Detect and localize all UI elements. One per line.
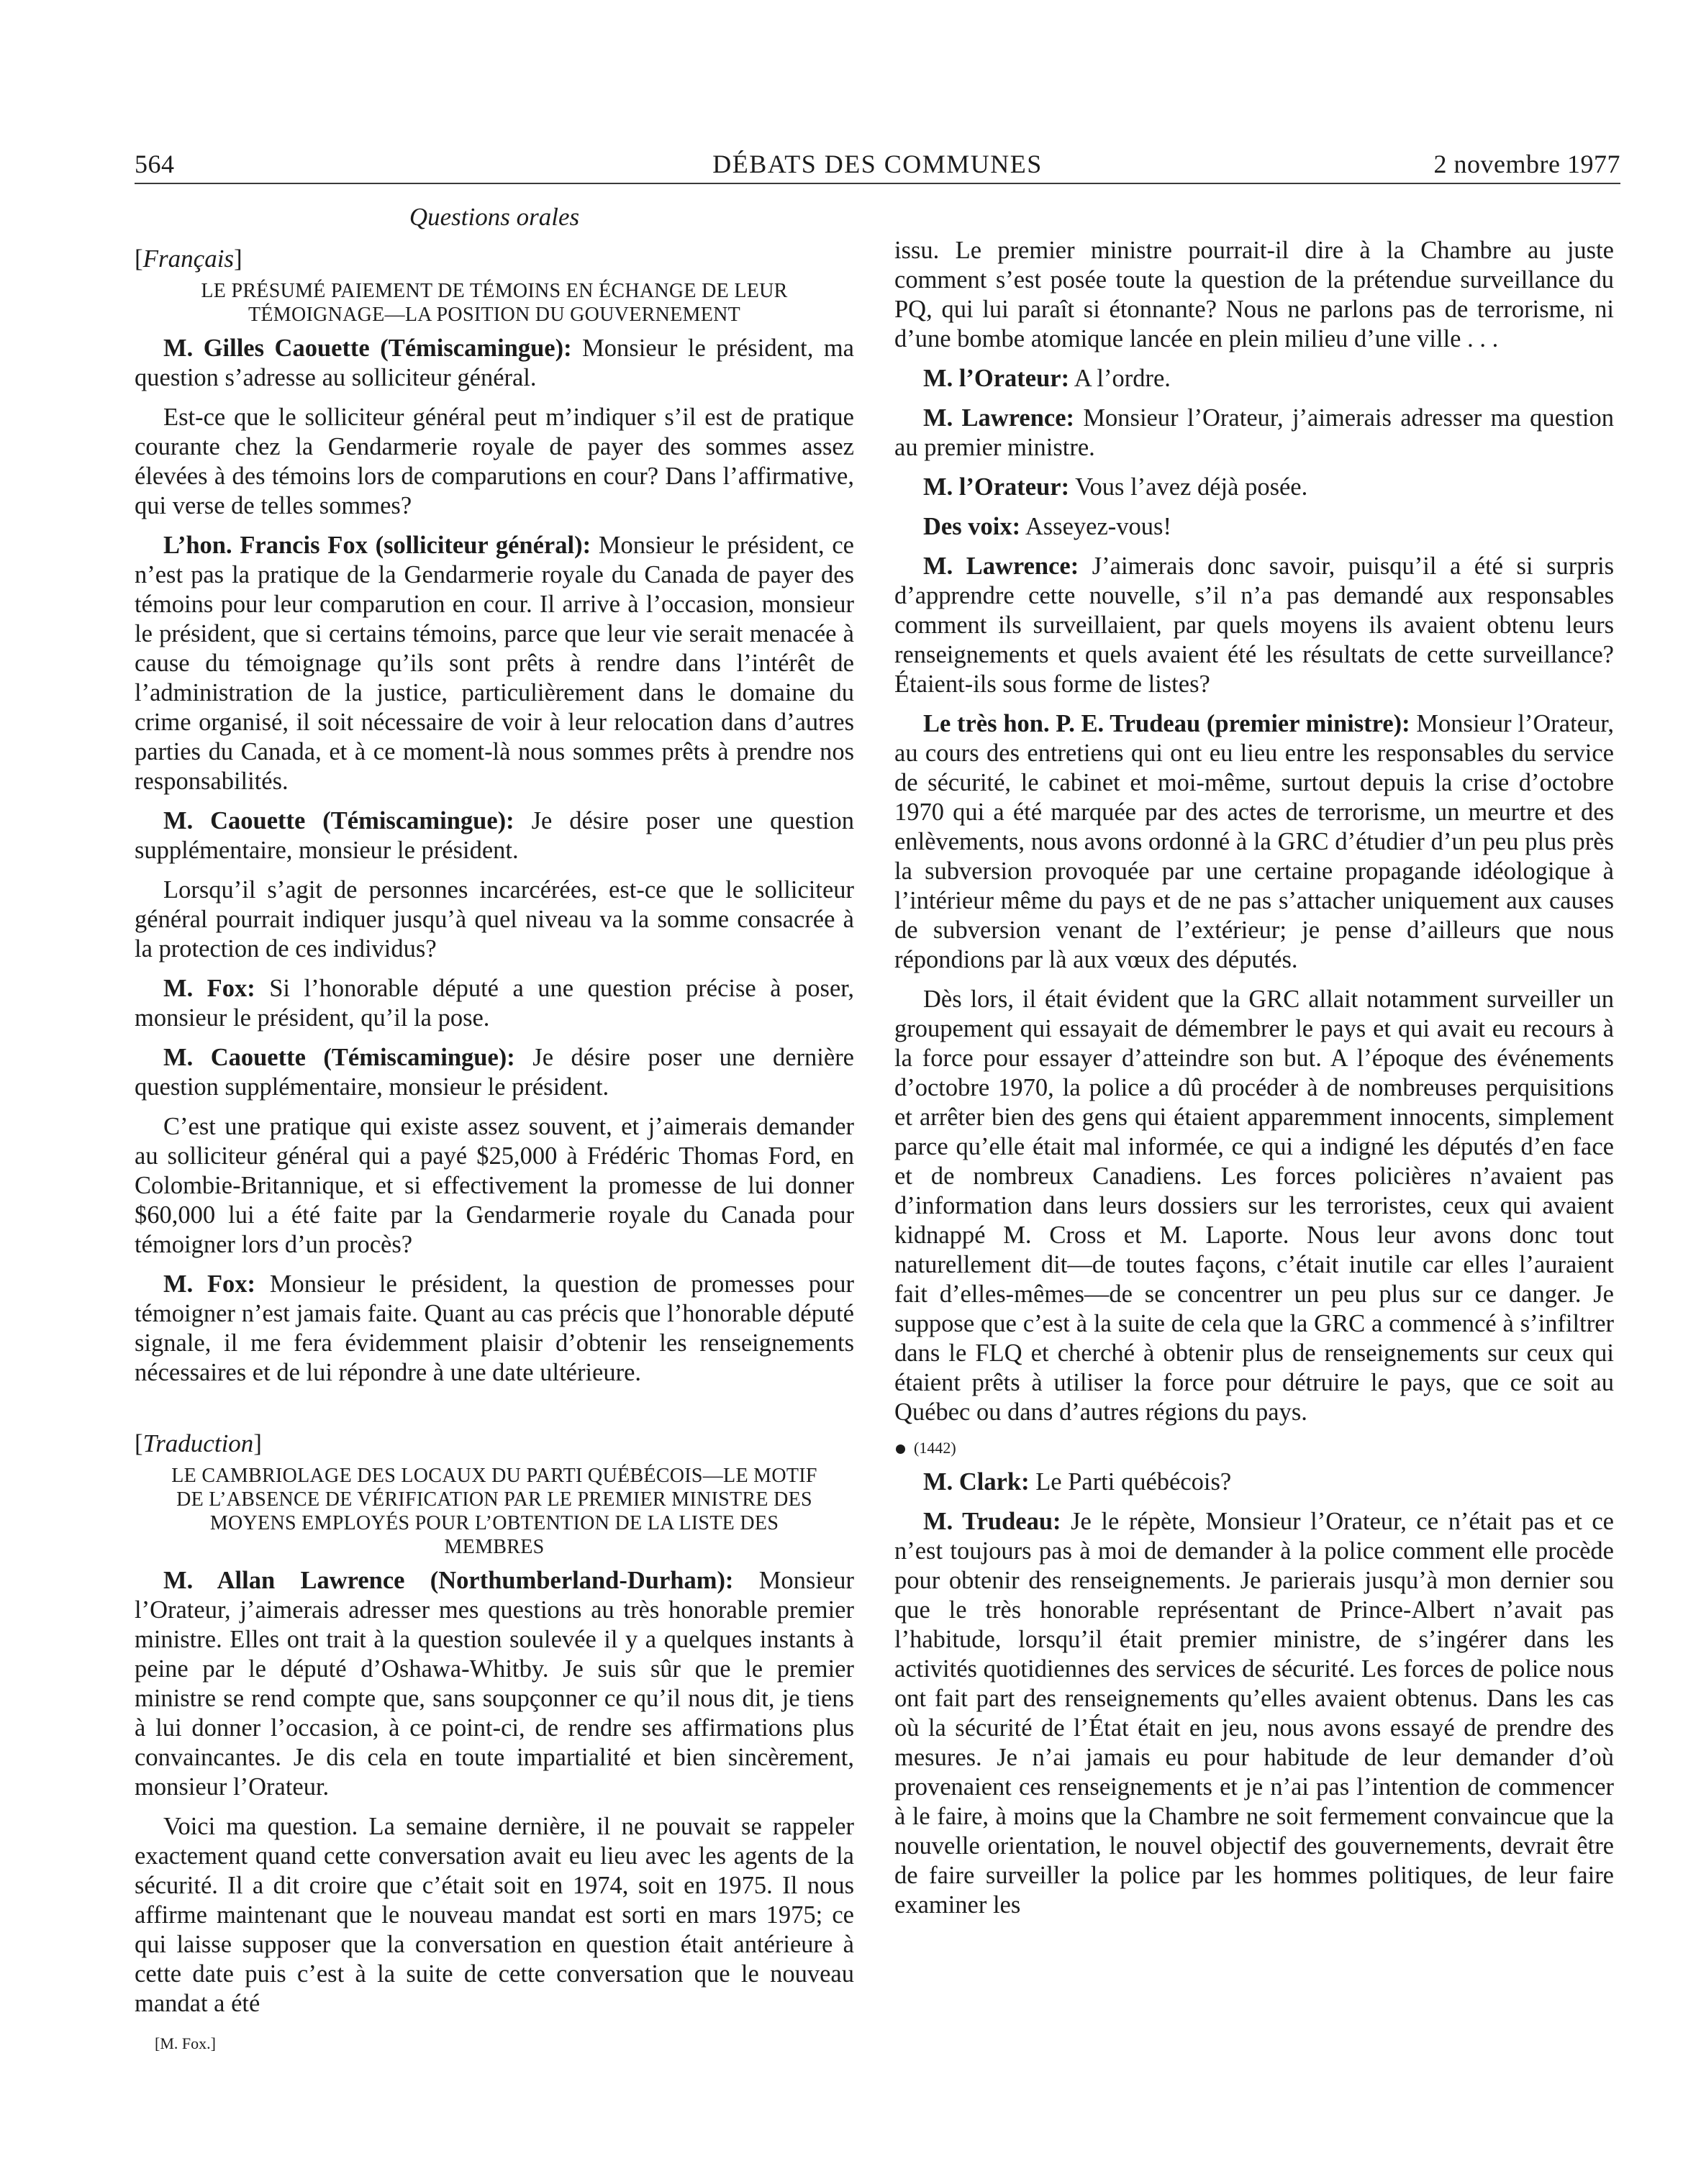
language-tag: [Français] [135,245,242,273]
paragraph [135,806,854,865]
paragraph [135,1043,854,1102]
speech-text: Asseyez-vous! [1020,513,1171,540]
paragraph [894,552,1614,699]
speech-text: Le Parti québécois? [1029,1468,1232,1496]
speaker: Le très hon. P. E. Trudeau (premier ministre): [923,710,1410,737]
bullet-dot-icon [896,1444,905,1454]
speech-text: Je le répète, Monsieur l’Orateur, ce n’était pas et ce n’est toujours pas à moi de demander à la police comment elle procède pour obtenir des renseignements. Je parierais jusqu’à mon dernier sou que le très honorable représentant de Prince-Albert n’avait pas l’habitude, lorsqu’il était premier ministre, de s’ingérer dans les activités quotidiennes des services de sécurité. Les forces de police nous ont fait part des renseignements qu’elles avaient obtenus. Dans les cas où la sécurité de l’État était en jeu, nous avons essayé de prendre des mesures. Je n’ai jamais eu pour habitude de leur demander d’où provenaient ces renseignements et je n’ai pas l’intention de commencer à le faire, à moins que la Chambre ne soit fermement convaincue que la nouvelle orientation, le nouvel objectif des gouvernements, devrait être de faire surveiller la police par les hommes politiques, de leur faire examiner les [894,1508,1614,1919]
paragraph [894,709,1614,975]
speaker: M. Gilles Caouette (Témiscamingue): [163,335,572,362]
publication-title: DÉBATS DES COMMUNES [712,150,1043,178]
topic-heading: LE CAMBRIOLAGE DES LOCAUX DU PARTI QUÉBÉCOIS—LE MOTIF DE L’ABSENCE DE VÉRIFICATION PAR LE PREMIER MINISTRE DES MOYENS EMPLOYÉS POUR L’OBTENTION DE LA LISTE DES MEMBRES [171,1465,817,1558]
speech-text: Si l’honorable député a une question précise à poser, monsieur le président, qu’il la pose. [135,975,854,1032]
left-column [135,201,854,2055]
speaker: Des voix: [923,513,1021,540]
paragraph: issu. Le premier ministre pourrait-il dire à la Chambre au juste comment s’est posée toute la question de la prétendue surveillance du PQ, qui lui paraît si étonnante? Nous ne parlons pas de terrorisme, ni d’une bombe atomique lancée en plein milieu d’une ville . . . [894,237,1614,352]
speaker: M. l’Orateur: [923,365,1070,392]
language-tag: [Traduction] [135,1429,262,1457]
paragraph [135,334,854,393]
language-tag-text: Français [142,245,235,273]
paragraph [894,512,1614,542]
page-header [135,146,1620,182]
topic-heading: LE PRÉSUMÉ PAIEMENT DE TÉMOINS EN ÉCHANGE DE LEUR TÉMOIGNAGE—LA POSITION DU GOUVERNEMENT [201,280,788,326]
speech-text: A l’ordre. [1069,365,1171,392]
time-marker [894,1437,1614,1459]
speech-text: Je désire poser une dernière question supplémentaire, monsieur le président. [135,1044,854,1101]
speaker: M. Allan Lawrence (Northumberland-Durham): [163,1567,734,1594]
paragraph [894,1468,1614,1497]
paragraph [135,1566,854,1802]
speaker: L’hon. Francis Fox (solliciteur général): [163,532,591,559]
paragraph: Dès lors, il était évident que la GRC allait notamment surveiller un groupement qui essayait de démembrer le pays et qui avait eu recours à la force pour essayer d’atteindre son but. A l’époque des événements d’octobre 1970, la police a dû procéder à de nombreuses perquisitions et arrêter bien des gens qui étaient apparemment innocents, simplement parce qu’elle était mal informée, ce qui a indigné les députés d’en face et de nombreux Canadiens. Les forces policières n’avaient pas d’information dans leurs dossiers sur les terroristes, ceux qui avaient kidnappé M. Cross et M. Laporte. Nous leur avons donc tout naturellement dit—de toutes façons, c’était inutile car elles l’auraient fait d’elles-mêmes—de se concentrer un peu plus sur ce danger. Je suppose que c’est à la suite de cela que la GRC a commencé à s’infiltrer dans le FLQ et cherché à obtenir plus de renseignements sur ceux qui étaient prêts à utiliser la force pour détruire le pays, que ce soit au Québec ou dans d’autres régions du pays. [894,986,1614,1426]
speech-text: Monsieur l’Orateur, j’aimerais adresser mes questions au très honorable premier ministre. Elles ont trait à la question soulevée il y a quelques instants à peine par le député d’Oshawa-Whitby. Je suis sûr que le premier ministre se rend compte que, sans soupçonner ce qu’il nous dit, je tiens à lui donner l’occasion, à ce point-ci, de rendre ses affirmations plus convaincantes. Je dis cela en toute impartialité et bien sincèrement, monsieur l’Orateur. [135,1567,854,1801]
speech-text: Monsieur l’Orateur, j’aimerais adresser ma question au premier ministre. [894,404,1614,461]
paragraph: Est-ce que le solliciteur général peut m’indiquer s’il est de pratique courante chez la Gendarmerie royale de payer des sommes assez élevées à des témoins lors de comparutions en cour? Dans l’affirmative, qui verse de telles sommes? [135,404,854,519]
paragraph [894,1507,1614,1920]
time-marker-text: (1442) [914,1439,956,1457]
speaker: M. Lawrence: [923,552,1079,580]
paragraph [135,531,854,796]
paragraph [894,364,1614,393]
paragraph: Voici ma question. La semaine dernière, il ne pouvait se rappeler exactement quand cette conversation avait eu lieu avec les agents de la sécurité. Il a dit croire que c’était soit en 1974, soit en 1975. Il nous affirme maintenant que le nouveau mandat est sorti en mars 1975; ce qui laisse supposer que la conversation en question était antérieure à cette date puis c’est à la suite de cette conversation que le nouveau mandat a été [135,1813,854,2017]
section-title: Questions orales [409,203,580,231]
speaker: M. Trudeau: [923,1508,1061,1535]
speech-text: Je désire poser une question supplémentaire, monsieur le président. [135,807,854,864]
speaker: M. Fox: [163,1270,256,1298]
speaker: M. l’Orateur: [923,473,1070,501]
paragraph [135,974,854,1033]
page-number: 564 [135,150,175,178]
speech-text: Monsieur le président, ma question s’adresse au solliciteur général. [135,335,854,391]
speaker: M. Lawrence: [923,404,1075,432]
language-tag-text: Traduction [142,1429,254,1457]
header-rule [135,183,1620,184]
speech-text: J’aimerais donc savoir, puisqu’il a été si surpris d’apprendre cette nouvelle, s’il n’a pas demandé aux responsables comment ils surveillaient, par quels moyens ils avaient obtenu leurs renseignements et quels avaient été les résultats de cette surveillance? Étaient-ils sous forme de listes? [894,552,1614,698]
paragraph [135,1270,854,1388]
speech-text: Vous l’avez déjà posée. [1069,473,1308,501]
right-column [894,236,1614,1930]
speaker: M. Caouette (Témiscamingue): [163,807,514,834]
issue-date: 2 novembre 1977 [1433,150,1620,178]
speech-text: Monsieur l’Orateur, au cours des entretiens qui ont eu lieu entre les responsables du service de sécurité, le cabinet et moi-même, surtout depuis la crise d’octobre 1970 qui a été marquée par des actes de terrorisme, un meurtre et des enlèvements, nous avons ordonné à la GRC d’étudier d’un peu plus près la subversion provoquée par une certaine propagande idéologique à l’intérieur même du pays et de ne pas s’attacher uniquement aux causes de subversion venant de l’extérieur; je pense d’ailleurs que nous répondions par là aux vœux des députés. [894,710,1614,973]
speaker: M. Caouette (Témiscamingue): [163,1044,515,1071]
speech-text: Monsieur le président, ce n’est pas la pratique de la Gendarmerie royale du Canada de payer des témoins pour leur comparution en cour. Il arrive à l’occasion, monsieur le président, que si certains témoins, parce que leur vie serait menacée à cause du témoignage qu’ils sont prêts à rendre dans l’intérêt de l’administration de la justice, particulièrement dans le domaine du crime organisé, il soit nécessaire de voir à leur relocation dans d’autres parties du Canada, et à ce moment-là nous sommes prêts à prendre nos responsabilités. [135,532,854,795]
speech-text: Monsieur le président, la question de promesses pour témoigner n’est jamais faite. Quant au cas précis que l’honorable député signale, il me fera évidemment plaisir d’obtenir les renseignements nécessaires et de lui répondre à une date ultérieure. [135,1270,854,1386]
paragraph: C’est une pratique qui existe assez souvent, et j’aimerais demander au solliciteur général qui a payé $25,000 à Frédéric Thomas Ford, en Colombie-Britannique, et si effectivement la promesse de lui donner $60,000 lui a été faite par la Gendarmerie royale du Canada pour témoigner lors d’un procès? [135,1113,854,1258]
speaker: M. Clark: [923,1468,1030,1496]
paragraph [894,473,1614,502]
speaker: M. Fox: [163,975,255,1002]
page-footer-note: [M. Fox.] [155,2034,216,2052]
paragraph: Lorsqu’il s’agit de personnes incarcérées, est-ce que le solliciteur général pourrait indiquer jusqu’à quel niveau va la somme consacrée à la protection de ces individus? [135,876,854,963]
paragraph [894,404,1614,463]
